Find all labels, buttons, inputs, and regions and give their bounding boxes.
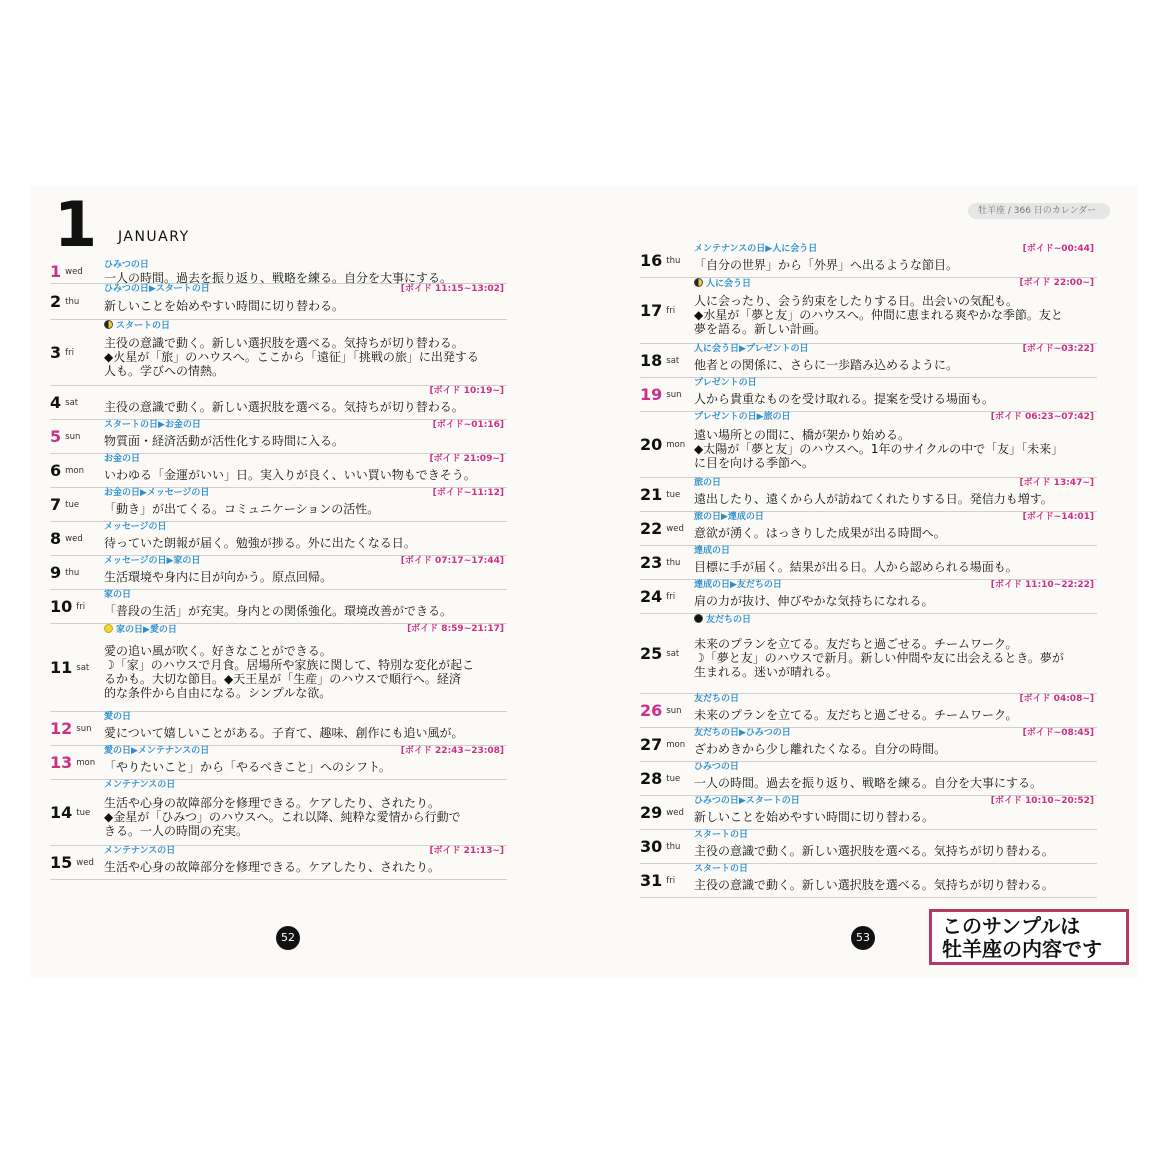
day-date: [640, 762, 694, 795]
day-text-line: 主役の意識で動く。新しい選択肢を選べる。気持ちが切り替わる。: [104, 336, 464, 350]
day-number: 6: [50, 461, 62, 480]
day-date: [50, 386, 104, 419]
day-entry: [50, 420, 507, 454]
day-number: 13: [50, 753, 73, 772]
day-entry: [50, 320, 507, 386]
day-entry: [640, 344, 1097, 378]
day-number: 7: [50, 495, 62, 514]
day-of-week: thu: [65, 296, 80, 307]
day-tag: [104, 320, 170, 332]
day-number: 9: [50, 563, 62, 582]
day-text-line: 一人の時間。過去を振り返り、戦略を練る。自分を大事にする。: [694, 776, 1043, 790]
day-entry: [640, 728, 1097, 762]
day-text-line: ◆太陽が「夢と友」のハウスへ。1年のサイクルの中で「友」「未来」: [694, 442, 1064, 456]
day-text-line: 新しいことを始めやすい時間に切り替わる。: [694, 810, 935, 824]
day-tag-text: 人に会う日: [706, 279, 752, 289]
day-body: [694, 728, 1097, 761]
day-date: [640, 412, 694, 477]
day-entry: [640, 478, 1097, 512]
void-time: [ボイド 13:47~]: [1019, 478, 1094, 488]
day-tag: [694, 278, 751, 290]
day-date: [50, 746, 104, 779]
day-tag-text: 達成の日▶友だちの日: [694, 580, 782, 590]
day-date: [50, 488, 104, 521]
void-time: [ボイド 22:43~23:08]: [400, 746, 504, 756]
day-date: [50, 320, 104, 385]
day-body: [104, 846, 507, 879]
day-text-line: 生まれる。迷いが晴れる。: [694, 665, 839, 679]
day-body: [104, 488, 507, 521]
day-number: 3: [50, 343, 62, 362]
day-entry: [50, 522, 507, 556]
day-body: [694, 344, 1097, 377]
day-of-week: tue: [666, 489, 681, 500]
day-body: [694, 478, 1097, 511]
day-body: [694, 278, 1097, 343]
day-entry: [50, 624, 507, 712]
day-entry: [50, 590, 507, 624]
day-entry: [640, 546, 1097, 580]
day-text-line: 主役の意識で動く。新しい選択肢を選べる。気持ちが切り替わる。: [104, 400, 464, 414]
day-of-week: wed: [666, 807, 684, 818]
day-tag: [694, 512, 764, 523]
day-entry: [50, 260, 507, 284]
day-of-week: fri: [76, 601, 86, 612]
day-tag-text: 友だちの日▶ひみつの日: [694, 728, 791, 738]
day-entry: [640, 412, 1097, 478]
void-time: [ボイド 11:10~22:22]: [990, 580, 1094, 590]
day-text-line: 遠出したり、遠くから人が訪ねてくれたりする日。発信力も増す。: [694, 492, 1053, 506]
day-number: 23: [640, 553, 663, 572]
day-tag: [104, 522, 166, 533]
void-time: [ボイド 10:19~]: [429, 386, 504, 396]
day-number: 4: [50, 393, 62, 412]
day-text-line: 未来のプランを立てる。友だちと過ごせる。チームワーク。: [694, 708, 1018, 722]
void-time: [ボイド 06:23~07:42]: [990, 412, 1094, 422]
day-of-week: wed: [76, 857, 94, 868]
page-header-tab: 牡羊座 / 366 日のカレンダー: [968, 203, 1110, 219]
day-entry: [640, 694, 1097, 728]
day-body: [694, 614, 1097, 693]
day-tag: [694, 762, 739, 773]
day-text-line: 「動き」が出てくる。コミュニケーションの活性。: [104, 502, 380, 516]
day-of-week: tue: [65, 499, 80, 510]
day-date: [640, 830, 694, 863]
day-tag-text: 達成の日: [694, 546, 731, 556]
day-of-week: tue: [76, 807, 91, 818]
day-tag: [104, 780, 175, 791]
void-time: [ボイド 22:00~]: [1019, 278, 1094, 288]
day-entry: [50, 746, 507, 780]
day-entry: [640, 378, 1097, 412]
void-time: [ボイド 07:17~17:44]: [400, 556, 504, 566]
day-text-line: 愛について嬉しいことがある。子育て、趣味、創作にも追い風が。: [104, 726, 464, 740]
day-tag: [104, 420, 201, 431]
day-entry: [50, 454, 507, 488]
moon-phase-icon: [104, 320, 113, 329]
moon-phase-icon: [104, 624, 113, 633]
day-tag: [694, 478, 721, 489]
day-date: [640, 796, 694, 829]
day-text-line: 「普段の生活」が充実。身内との関係強化。環境改善ができる。: [104, 604, 453, 618]
day-date: [50, 590, 104, 623]
day-text-line: 生活や心身の故障部分を修理できる。ケアしたり、されたり。: [104, 796, 441, 810]
day-of-week: fri: [666, 875, 676, 886]
day-tag: [104, 284, 210, 295]
day-of-week: sun: [76, 723, 92, 734]
day-tag-text: 家の日▶愛の日: [116, 625, 177, 635]
day-body: [104, 624, 507, 711]
day-date: [640, 344, 694, 377]
day-number: 24: [640, 587, 663, 606]
day-body: [694, 546, 1097, 579]
day-of-week: sat: [76, 662, 90, 673]
day-text-line: 物質面・経済活動が活性化する時間に入る。: [104, 434, 345, 448]
day-date: [640, 512, 694, 545]
void-time: [ボイド 11:15~13:02]: [400, 284, 504, 294]
day-date: [640, 864, 694, 897]
day-number: 17: [640, 301, 663, 320]
day-of-week: thu: [666, 841, 681, 852]
day-tag-text: メッセージの日▶家の日: [104, 556, 201, 566]
day-number: 25: [640, 644, 663, 663]
day-text-line: 生活環境や身内に目が向かう。原点回帰。: [104, 570, 333, 584]
day-text-line: 遠い場所との間に、橋が架かり始める。: [694, 428, 911, 442]
day-body: [104, 284, 507, 319]
day-tag-text: 愛の日: [104, 712, 132, 722]
day-entry: [50, 712, 507, 746]
day-body: [694, 244, 1097, 277]
day-tag-text: スタートの日: [116, 321, 171, 331]
day-of-week: fri: [65, 347, 74, 358]
day-tag: [694, 728, 791, 739]
day-text-line: 目標に手が届く。結果が出る日。人から認められる場面も。: [694, 560, 1018, 574]
day-body: [694, 864, 1097, 897]
day-number: 20: [640, 435, 663, 454]
day-number: 8: [50, 529, 62, 548]
day-number: 18: [640, 351, 663, 370]
day-number: 12: [50, 719, 73, 738]
day-tag: [104, 488, 209, 499]
day-body: [694, 378, 1097, 411]
sample-notice-box: [929, 909, 1129, 965]
day-text-line: 一人の時間。過去を振り返り、戦略を練る。自分を大事にする。: [104, 271, 453, 285]
day-number: 14: [50, 803, 73, 822]
void-time: [ボイド 21:09~]: [429, 454, 504, 464]
right-day-list: [640, 244, 1097, 898]
day-entry: [50, 488, 507, 522]
day-body: [104, 746, 507, 779]
day-number: 19: [640, 385, 663, 404]
day-of-week: mon: [76, 757, 96, 768]
day-tag: [104, 746, 209, 757]
day-text-line: 愛の追い風が吹く。好きなことができる。: [104, 644, 332, 658]
day-entry: [640, 864, 1097, 898]
day-entry: [50, 556, 507, 590]
day-tag-text: スタートの日▶お金の日: [104, 420, 201, 430]
day-tag-text: 旅の日▶達成の日: [694, 512, 764, 522]
day-text-line: 「自分の世界」から「外界」へ出るような節目。: [694, 258, 959, 272]
day-entry: [640, 796, 1097, 830]
day-tag: [694, 244, 817, 255]
day-number: 2: [50, 292, 62, 311]
day-of-week: mon: [666, 439, 686, 450]
day-tag: [694, 830, 748, 841]
day-text-line: 生活や心身の故障部分を修理できる。ケアしたり、されたり。: [104, 860, 441, 874]
void-time: [ボイド~11:12]: [432, 488, 504, 498]
day-number: 21: [640, 485, 663, 504]
day-tag: [694, 580, 782, 591]
day-of-week: tue: [666, 773, 681, 784]
month-number: 1: [54, 188, 98, 261]
day-of-week: sat: [65, 397, 79, 408]
day-tag: [694, 864, 748, 875]
day-body: [694, 830, 1097, 863]
day-entry: [50, 386, 507, 420]
day-tag: [694, 796, 800, 807]
day-tag-text: 家の日: [104, 590, 132, 600]
day-number: 30: [640, 837, 663, 856]
day-tag-text: プレゼントの日: [694, 378, 757, 388]
day-entry: [640, 830, 1097, 864]
day-body: [104, 320, 507, 385]
day-text-line: に目を向ける季節へ。: [694, 456, 815, 470]
day-body: [694, 796, 1097, 829]
day-text-line: 新しいことを始めやすい時間に切り替わる。: [104, 299, 345, 313]
void-time: [ボイド~03:22]: [1022, 344, 1094, 354]
day-tag-text: メンテナンスの日▶人に会う日: [694, 244, 818, 254]
page-number-left: 52: [276, 926, 300, 950]
day-text-line: いわゆる「金運がいい」日。実入りが良く、いい買い物もできそう。: [104, 468, 476, 482]
day-of-week: wed: [65, 533, 83, 544]
day-tag-text: ひみつの日: [104, 260, 149, 270]
day-text-line: 待っていた朗報が届く。勉強が捗る。外に出たくなる日。: [104, 536, 416, 550]
day-text-line: 肩の力が抜け、伸びやかな気持ちになれる。: [694, 594, 934, 608]
day-of-week: fri: [666, 305, 676, 316]
day-text-line: 夢を語る。新しい計画。: [694, 322, 827, 336]
day-number: 10: [50, 597, 73, 616]
month-name: JANUARY: [118, 229, 190, 245]
day-of-week: sun: [65, 431, 81, 442]
day-body: [694, 580, 1097, 613]
notice-line-2: 牡羊座の内容です: [942, 937, 1102, 961]
day-text-line: ◆金星が「ひみつ」のハウスへ。これ以降、純粋な愛情から行動で: [104, 810, 461, 824]
day-text-line: るかも。大切な節目。◆天王星が「生産」のハウスで順行へ。経済: [104, 672, 461, 686]
moon-phase-icon: [694, 614, 703, 623]
day-of-week: wed: [666, 523, 684, 534]
day-text-line: ☽「家」のハウスで月食。居場所や家族に関して、特別な変化が起こ: [104, 658, 475, 672]
day-tag: [694, 694, 739, 705]
day-date: [50, 712, 104, 745]
void-time: [ボイド~01:16]: [432, 420, 504, 430]
day-date: [50, 624, 104, 711]
day-of-week: fri: [666, 591, 676, 602]
day-date: [50, 260, 104, 283]
day-tag: [104, 260, 149, 271]
day-tag-text: ひみつの日: [694, 762, 739, 772]
day-date: [50, 780, 104, 845]
void-time: [ボイド 21:13~]: [429, 846, 504, 856]
day-body: [104, 386, 507, 419]
day-entry: [50, 284, 507, 320]
day-tag: [694, 614, 751, 626]
day-text-line: きる。一人の時間の充実。: [104, 824, 249, 838]
day-tag: [104, 712, 131, 723]
day-number: 29: [640, 803, 663, 822]
day-tag-text: 愛の日▶メンテナンスの日: [104, 746, 210, 756]
day-number: 31: [640, 871, 663, 890]
void-time: [ボイド 10:10~20:52]: [990, 796, 1094, 806]
day-tag: [104, 454, 140, 465]
day-number: 16: [640, 251, 663, 270]
day-date: [50, 556, 104, 589]
day-entry: [640, 762, 1097, 796]
day-of-week: sat: [666, 648, 680, 659]
day-date: [640, 278, 694, 343]
day-tag-text: 人に会う日▶プレゼントの日: [694, 344, 809, 354]
day-body: [104, 454, 507, 487]
day-tag-text: ひみつの日▶スタートの日: [694, 796, 800, 806]
day-tag-text: スタートの日: [694, 864, 749, 874]
day-body: [694, 694, 1097, 727]
day-of-week: thu: [666, 255, 681, 266]
day-tag-text: ひみつの日▶スタートの日: [104, 284, 210, 294]
day-date: [640, 546, 694, 579]
day-entry: [640, 580, 1097, 614]
day-number: 28: [640, 769, 663, 788]
void-time: [ボイド 04:08~]: [1019, 694, 1094, 704]
day-text-line: 未来のプランを立てる。友だちと過ごせる。チームワーク。: [694, 637, 1018, 651]
moon-phase-icon: [694, 278, 703, 287]
day-tag-text: 友だちの日: [706, 615, 752, 625]
day-tag-text: プレゼントの日▶旅の日: [694, 412, 791, 422]
day-entry: [640, 244, 1097, 278]
day-date: [640, 614, 694, 693]
day-date: [640, 378, 694, 411]
day-tag: [104, 846, 175, 857]
day-text-line: ◆火星が「旅」のハウスへ。ここから「遠征」「挑戦の旅」に出発する: [104, 350, 479, 364]
day-text-line: 「やりたいこと」から「やるべきこと」へのシフト。: [104, 760, 391, 774]
day-date: [50, 846, 104, 879]
day-body: [104, 556, 507, 589]
day-date: [640, 580, 694, 613]
day-text-line: 主役の意識で動く。新しい選択肢を選べる。気持ちが切り替わる。: [694, 878, 1054, 892]
void-time: [ボイド~14:01]: [1022, 512, 1094, 522]
void-time: [ボイド~08:45]: [1022, 728, 1094, 738]
day-tag-text: 旅の日: [694, 478, 722, 488]
day-tag-text: メンテナンスの日: [104, 780, 176, 790]
day-date: [640, 728, 694, 761]
day-number: 15: [50, 853, 73, 872]
day-text-line: 的な条件から自由になる。シンプルな欲。: [104, 686, 332, 700]
day-body: [694, 762, 1097, 795]
day-text-line: ◆水星が「夢と友」のハウスへ。仲間に恵まれる爽やかな季節。友と: [694, 308, 1063, 322]
day-text-line: 他者との関係に、さらに一歩踏み込めるように。: [694, 358, 959, 372]
day-text-line: 意欲が湧く。はっきりした成果が出る時間へ。: [694, 526, 946, 540]
day-of-week: sun: [666, 705, 682, 716]
day-entry: [50, 846, 507, 880]
day-body: [104, 522, 507, 555]
day-number: 27: [640, 735, 663, 754]
page-number-right: 53: [851, 926, 875, 950]
day-tag-text: メンテナンスの日: [104, 846, 176, 856]
day-text-line: 人に会ったり、会う約束をしたりする日。出会いの気配も。: [694, 294, 1019, 308]
day-tag-text: 友だちの日: [694, 694, 740, 704]
notice-line-1: このサンプルは: [942, 914, 1081, 938]
day-body: [104, 590, 507, 623]
day-tag-text: お金の日: [104, 454, 141, 464]
day-text-line: ざわめきから少し離れたくなる。自分の時間。: [694, 742, 947, 756]
day-text-line: 人から貴重なものを受け取れる。提案を受ける場面も。: [694, 392, 995, 406]
day-text-line: ☽「夢と友」のハウスで新月。新しい仲間や友に出会えるとき。夢が: [694, 651, 1064, 665]
day-body: [104, 260, 507, 283]
day-date: [640, 244, 694, 277]
day-entry: [640, 614, 1097, 694]
day-number: 22: [640, 519, 663, 538]
day-date: [640, 694, 694, 727]
day-body: [694, 412, 1097, 477]
day-body: [104, 780, 507, 845]
day-number: 5: [50, 427, 62, 446]
day-body: [104, 712, 507, 745]
day-tag: [694, 412, 791, 423]
day-tag-text: お金の日▶メッセージの日: [104, 488, 210, 498]
day-of-week: thu: [65, 567, 80, 578]
day-body: [104, 420, 507, 453]
day-tag: [104, 590, 131, 601]
void-time: [ボイド 8:59~21:17]: [407, 624, 504, 634]
day-tag: [694, 378, 757, 389]
day-entry: [640, 278, 1097, 344]
day-date: [50, 420, 104, 453]
day-body: [694, 512, 1097, 545]
day-entry: [640, 512, 1097, 546]
day-of-week: wed: [65, 266, 83, 277]
day-number: 26: [640, 701, 663, 720]
day-of-week: mon: [65, 465, 85, 476]
day-tag: [694, 344, 809, 355]
day-entry: [50, 780, 507, 846]
day-number: 1: [50, 262, 62, 281]
day-date: [50, 284, 104, 319]
day-text-line: 人も。学びへの情熱。: [104, 364, 225, 378]
day-tag-text: スタートの日: [694, 830, 749, 840]
day-tag: [104, 556, 200, 567]
day-number: 11: [50, 658, 73, 677]
void-time: [ボイド~00:44]: [1022, 244, 1094, 254]
day-text-line: 主役の意識で動く。新しい選択肢を選べる。気持ちが切り替わる。: [694, 844, 1054, 858]
day-of-week: sat: [666, 355, 680, 366]
day-of-week: mon: [666, 739, 686, 750]
day-tag-text: メッセージの日: [104, 522, 167, 532]
day-date: [50, 522, 104, 555]
day-of-week: thu: [666, 557, 681, 568]
day-tag: [694, 546, 730, 557]
day-of-week: sun: [666, 389, 682, 400]
left-day-list: [50, 260, 507, 880]
day-date: [50, 454, 104, 487]
day-date: [640, 478, 694, 511]
day-tag: [104, 624, 177, 636]
